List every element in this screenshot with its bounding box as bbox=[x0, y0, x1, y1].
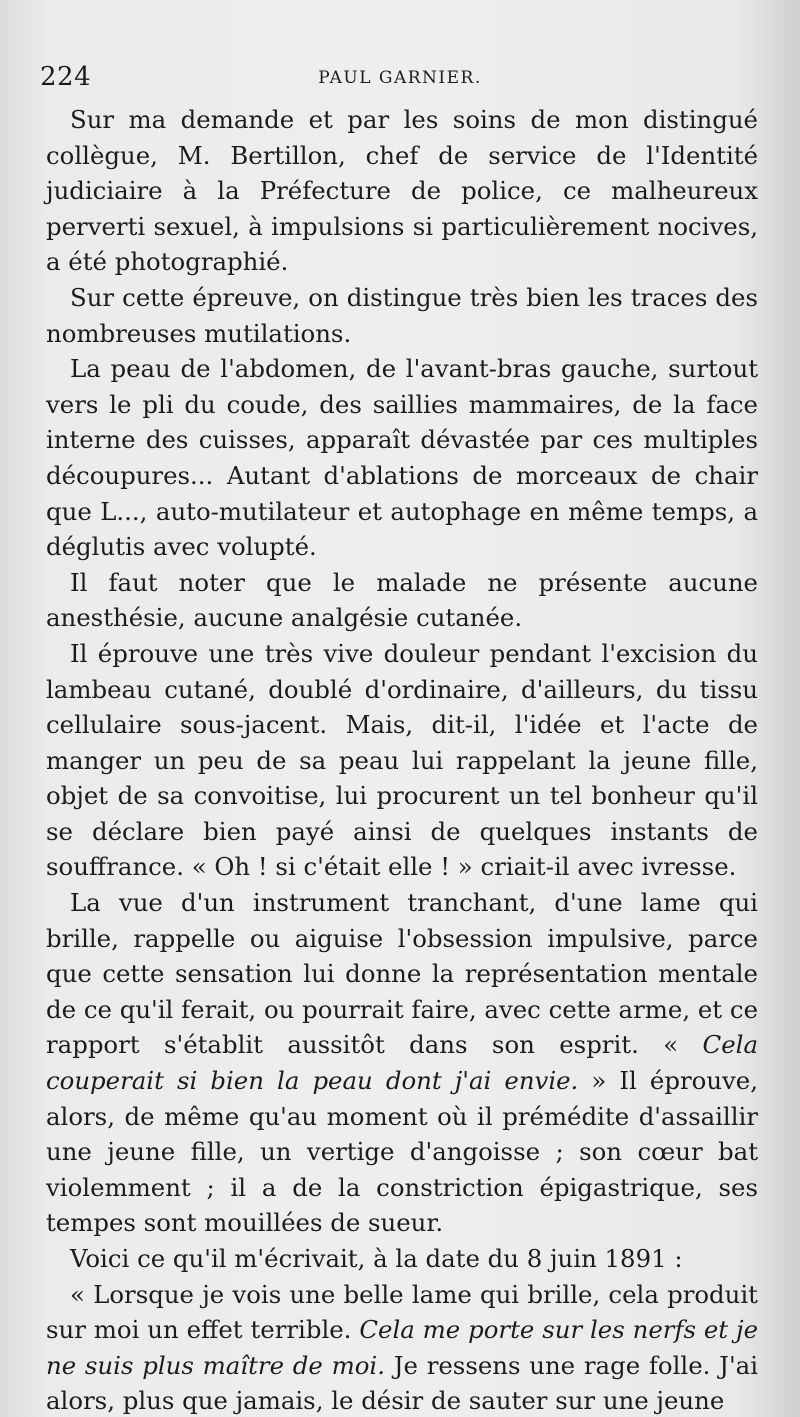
paragraph-6-text-start: La vue d'un instrument tranchant, d'une lame qui brille, rappelle ou aiguise l'obsession impulsive, parce que cette sensation lui donne la représentation mentale de ce qu'il ferait, ou pourrait faire, avec cette arme, et ce rapport s'établit aussitôt dans son esprit. « bbox=[46, 888, 758, 1060]
paragraph-8-text-end: Je ressens une rage folle. J'ai alors, plus que jamais, le désir de sauter sur une jeune bbox=[46, 1350, 758, 1416]
paragraph-8 bbox=[46, 1277, 758, 1417]
running-head: PAUL GARNIER. bbox=[318, 68, 482, 88]
paragraph-8-italic-quote: Cela me porte sur les nerfs et je ne suis plus maître de moi. bbox=[46, 1315, 759, 1380]
body-text bbox=[46, 102, 758, 1417]
paragraph-8-text-start: « Lorsque je vois une belle lame qui brille, cela produit sur moi un effet terrible. bbox=[46, 1279, 758, 1345]
paragraph-6 bbox=[46, 885, 758, 1241]
page-number: 224 bbox=[40, 62, 92, 92]
paragraph-5: Il éprouve une très vive douleur pendant l'excision du lambeau cutané, doublé d'ordinaire, d'ailleurs, du tissu cellulaire sous-jacent. Mais, dit-il, l'idée et l'acte de manger un peu de sa peau lui rappelant la jeune fille, objet de sa convoitise, lui procurent un tel bonheur qu'il se déclare bien payé ainsi de quelques instants de souffrance. « Oh ! si c'était elle ! » criait-il avec ivresse. bbox=[46, 638, 758, 882]
page-header bbox=[40, 62, 760, 98]
paragraph-6-italic-quote: Cela couperait si bien la peau dont j'ai envie. bbox=[46, 1030, 758, 1096]
paragraph-1: Sur ma demande et par les soins de mon distingué collègue, M. Bertillon, chef de service de l'Identité judiciaire à la Préfecture de police, ce malheureux perverti sexuel, à impulsions si particulièrement nocives, a été photographié. bbox=[46, 105, 758, 277]
paragraph-4: Il faut noter que le malade ne présente aucune anesthésie, aucune analgésie cutanée. bbox=[46, 567, 758, 633]
paragraph-7: Voici ce qu'il m'écrivait, à la date du 8 juin 1891 : bbox=[70, 1244, 683, 1273]
paragraph-2: Sur cette épreuve, on distingue très bien les traces des nombreuses mutilations. bbox=[46, 282, 758, 348]
paragraph-3: La peau de l'abdomen, de l'avant-bras gauche, surtout vers le pli du coude, des saillies mammaires, de la face interne des cuisses, apparaît dévastée par ces multiples découpures... Autant d'ablations de morceaux de chair que L..., auto-mutilateur et autophage en même temps, a déglutis avec volupté. bbox=[46, 354, 758, 562]
paragraph-6-text-end: » Il éprouve, alors, de même qu'au moment où il prémédite d'assaillir une jeune fille, un vertige d'angoisse ; son cœur bat violemment ; il a de la constriction épigastrique, ses tempes sont mouillées de sueur. bbox=[46, 1066, 758, 1238]
